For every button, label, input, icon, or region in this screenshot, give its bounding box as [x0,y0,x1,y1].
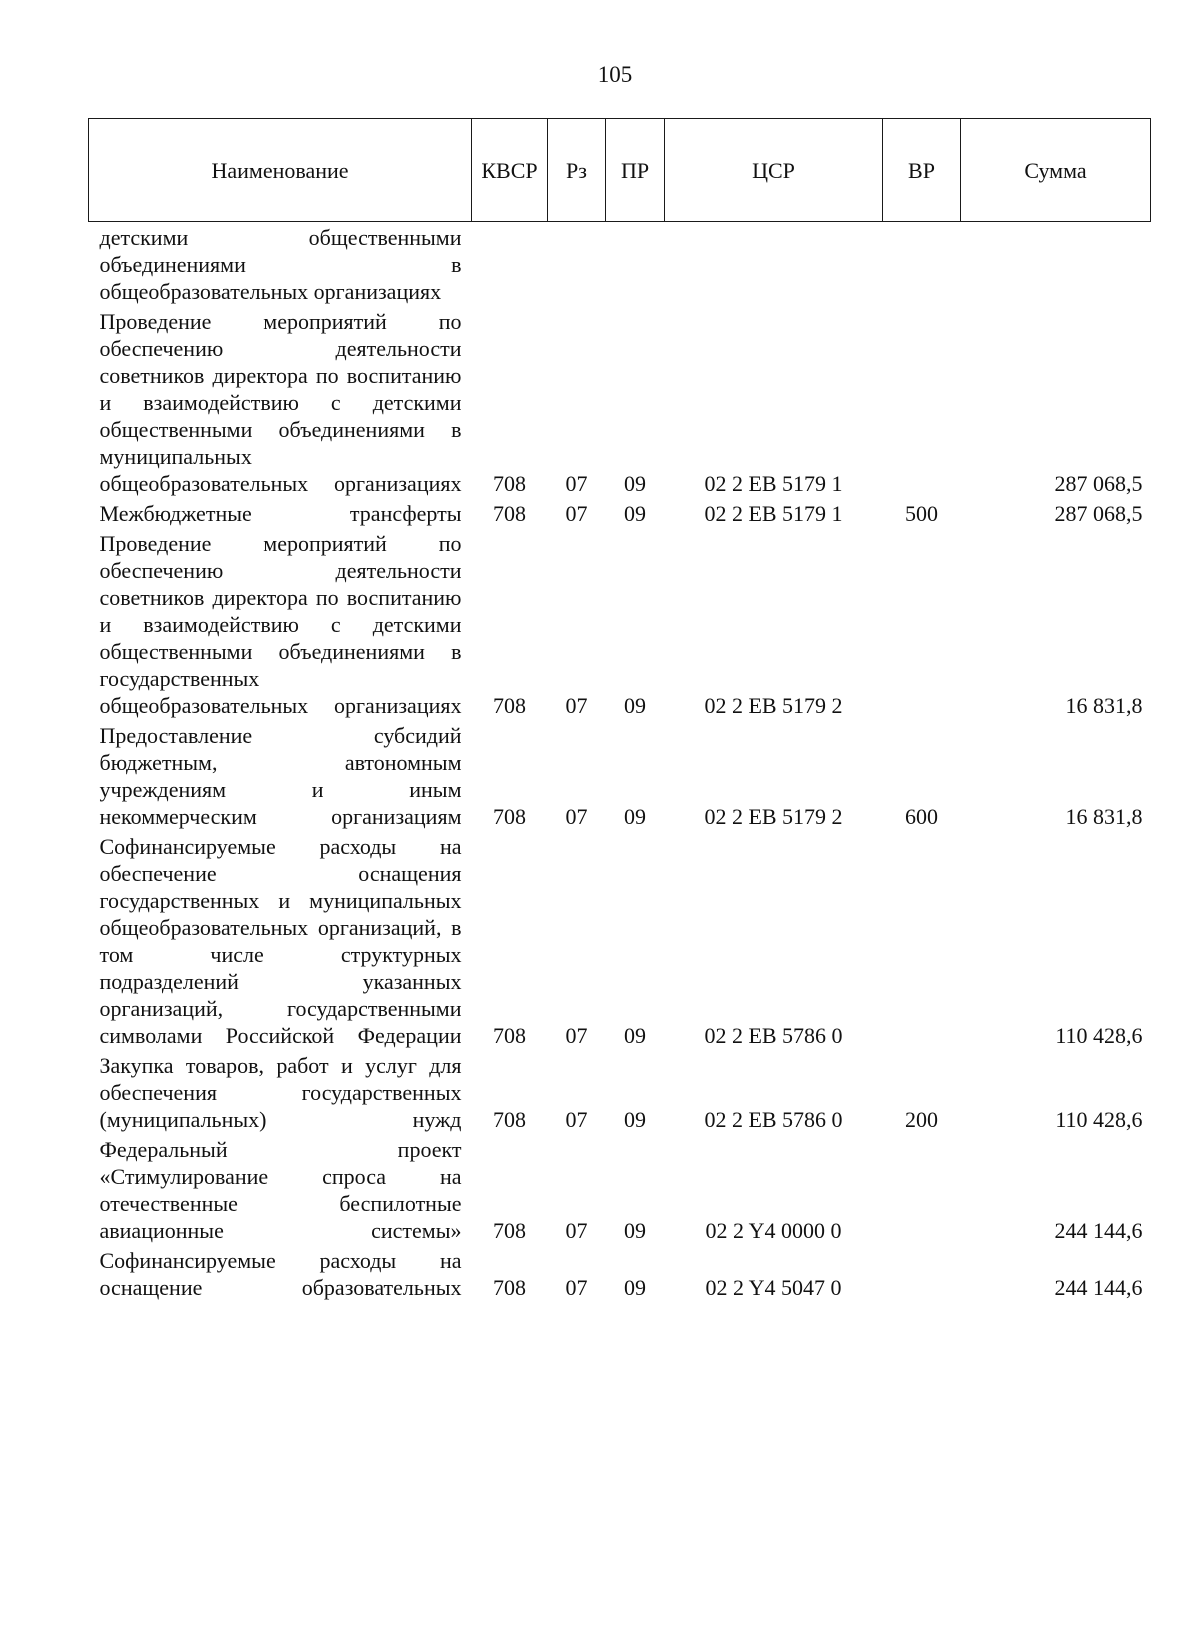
row-sum: 244 144,6 [1054,1218,1143,1243]
row-pr: 09 [624,1023,646,1048]
row-sum: 287 068,5 [1054,471,1143,496]
row-csr: 02 2 ЕВ 5179 1 [704,501,843,526]
header-csr: ЦСР [665,119,883,222]
row-csr: 02 2 Y4 5047 0 [705,1275,842,1300]
row-sum: 16 831,8 [1065,693,1143,718]
row-pr [606,222,665,309]
row-sum: 16 831,8 [1065,804,1143,829]
row-vr [883,222,961,309]
row-name: Предоставление субсидий бюджетным, автономным учреждениям и иным некоммерческим организациям [99,723,462,829]
row-name: детскими общественными объединениями в общеобразовательных организациях [99,225,462,304]
row-name: Проведение мероприятий по обеспечению деятельности советников директора по воспитанию и взаимодействию с детскими общественными объединениями в государственных общеобразовательных организациях [99,531,462,718]
header-pr: ПР [606,119,665,222]
row-pr: 09 [624,501,646,526]
row-rz [548,222,606,309]
header-vr: ВР [883,119,961,222]
row-name: Проведение мероприятий по обеспечению деятельности советников директора по воспитанию и взаимодействию с детскими общественными объединениями в муниципальных общеобразовательных организациях [99,309,462,496]
row-rz: 07 [565,1107,588,1132]
page-number: 105 [597,62,633,87]
row-kvsr: 708 [493,804,526,829]
row-rz: 07 [565,693,588,718]
row-name: Софинансируемые расходы на обеспечение оснащения государственных и муниципальных общеобразовательных организаций, в том числе структурных подразделений указанных организаций, государственными символами Российской Федерации [99,834,462,1048]
table-row [89,1136,1151,1247]
row-vr [883,530,961,722]
table-row [89,722,1151,833]
header-name: Наименование [89,119,472,222]
row-pr: 09 [624,804,646,829]
row-vr: 500 [905,501,938,526]
table-row [89,833,1151,1052]
row-name: Межбюджетные трансферты [99,501,462,526]
row-sum: 110 428,6 [1055,1107,1143,1132]
row-rz: 07 [565,1218,588,1243]
table-row [89,530,1151,722]
row-csr: 02 2 ЕВ 5179 2 [704,693,843,718]
row-vr: 200 [905,1107,938,1132]
row-csr: 02 2 Y4 0000 0 [705,1218,842,1243]
table-row [89,1052,1151,1136]
row-sum: 110 428,6 [1055,1023,1143,1048]
header-kvsr: КВСР [472,119,548,222]
budget-table [88,118,1151,1304]
table-row [89,1247,1151,1304]
row-kvsr: 708 [493,471,526,496]
row-name: Федеральный проект «Стимулирование спроса на отечественные беспилотные авиационные системы» [99,1137,462,1243]
row-vr [883,1136,961,1247]
row-kvsr: 708 [493,1218,526,1243]
row-name: Закупка товаров, работ и услуг для обеспечения государственных (муниципальных) нужд [99,1053,462,1132]
row-vr: 600 [905,804,938,829]
row-kvsr: 708 [493,501,526,526]
table-row [89,500,1151,530]
row-csr: 02 2 ЕВ 5786 0 [704,1107,843,1132]
row-sum [961,222,1151,309]
row-csr: 02 2 ЕВ 5786 0 [704,1023,843,1048]
row-vr [883,833,961,1052]
row-rz: 07 [565,471,588,496]
row-rz: 07 [565,804,588,829]
row-kvsr: 708 [493,1275,526,1300]
row-pr: 09 [624,471,646,496]
row-pr: 09 [624,1275,646,1300]
row-sum: 287 068,5 [1054,501,1143,526]
row-kvsr: 708 [493,693,526,718]
table-row [89,222,1151,309]
row-kvsr: 708 [493,1023,526,1048]
row-vr [883,1247,961,1304]
row-name: Софинансируемые расходы на оснащение образовательных [99,1248,462,1300]
table-row [89,308,1151,500]
row-csr: 02 2 ЕВ 5179 1 [704,471,843,496]
row-rz: 07 [565,501,588,526]
header-sum: Сумма [961,119,1151,222]
table-header [89,119,1151,222]
row-rz: 07 [565,1275,588,1300]
row-pr: 09 [624,1218,646,1243]
row-csr: 02 2 ЕВ 5179 2 [704,804,843,829]
row-csr [665,222,883,309]
header-rz: Рз [548,119,606,222]
row-kvsr [472,222,548,309]
row-sum: 244 144,6 [1054,1275,1143,1300]
row-pr: 09 [624,1107,646,1132]
row-vr [883,308,961,500]
row-kvsr: 708 [493,1107,526,1132]
row-pr: 09 [624,693,646,718]
row-rz: 07 [565,1023,588,1048]
